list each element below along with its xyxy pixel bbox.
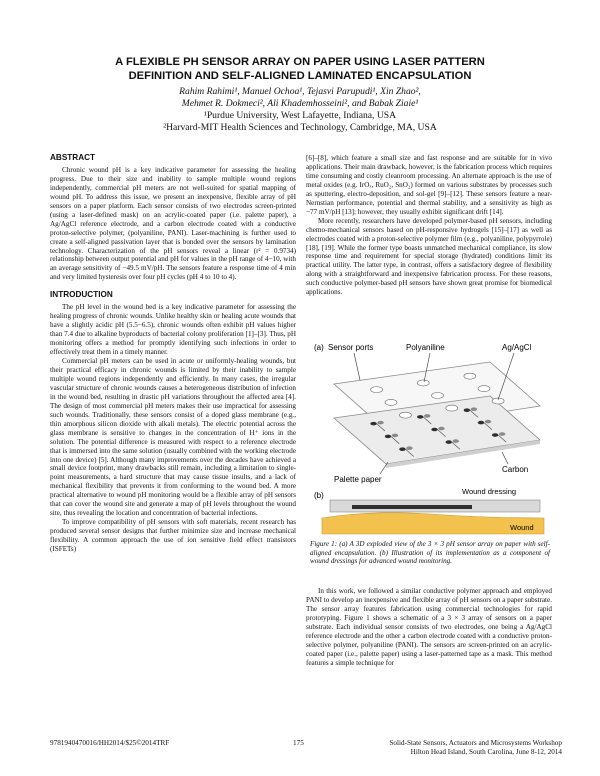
ag-agcl-electrode bbox=[377, 421, 383, 425]
figure-1 bbox=[312, 340, 548, 536]
sensor-port bbox=[478, 386, 490, 392]
carbon-electrode bbox=[492, 433, 498, 437]
figure-label-b: (b) bbox=[314, 491, 324, 500]
affiliation-1: ¹Purdue University, West Lafayette, Indiana, USA bbox=[203, 110, 397, 121]
ag-agcl-electrode bbox=[438, 427, 444, 431]
conference-line-1: Solid-State Sensors, Actuators and Microsystems Workshop bbox=[389, 739, 562, 747]
ag-agcl-electrode bbox=[471, 407, 477, 411]
carbon-electrode bbox=[399, 447, 405, 451]
abstract-text: Chronic wound pH is a key indicative parameter for assessing the healing progress. Due to their size and inability to sample multiple wound regions independently, commercial pH meters are not well-suited for spatial mapping of wound pH. To address this issue, we present an inexpensive, flexible array of pH sensors on a paper platform. Each sensor consists of two electrodes screen-printed (using a laser-defined mask) on an acrylic-coated paper (i.e. palette paper), a Ag/AgCl reference electrode, and a carbon electrode coated with a conductive proton-selective polymer, (polyaniline, PANI). Laser-machining is further used to create a self-aligned passivation layer that is bonded over the sensors by lamination technology. Characterization of the pH sensors reveal a linear (r² = 0.9734) relationship between output potential and pH for values in the pH range of 4−10, with an average sensitivity of −49.5 mV/pH. The sensors feature a response time of 4 min and very limited hysteresis over four pH cycles (pH 4 to 10 to 4). bbox=[50, 165, 296, 282]
right-column-top bbox=[306, 154, 552, 297]
footer-page-number: 175 bbox=[293, 739, 304, 747]
label-sensor-ports: Sensor ports bbox=[328, 343, 374, 352]
author-list bbox=[40, 86, 560, 109]
title-line-1: A FLEXIBLE PH SENSOR ARRAY ON PAPER USING LASER PATTERN bbox=[115, 56, 485, 68]
carbon-electrode bbox=[446, 440, 452, 444]
sensor-port bbox=[464, 373, 476, 379]
label-carbon: Carbon bbox=[502, 465, 529, 474]
ag-agcl-electrode bbox=[499, 432, 505, 436]
sensor-port bbox=[432, 393, 444, 399]
carbon-electrode bbox=[385, 435, 391, 439]
leader-sensor-ports bbox=[354, 353, 360, 380]
paper-title bbox=[40, 56, 560, 83]
ag-agcl-electrode bbox=[406, 446, 412, 450]
figure-1-caption: Figure 1: (a) A 3D exploded view of the 3 × 3 pH sensor array on paper with self-aligned encapsulation. (b) Illustration of its implementation as a component of wound dressings for advanced wound monitoring. bbox=[310, 540, 550, 566]
carbon-electrode bbox=[417, 415, 423, 419]
label-polyaniline: Polyaniline bbox=[406, 343, 445, 352]
carbon-electrode bbox=[478, 421, 484, 425]
carbon-electrode bbox=[370, 422, 376, 426]
authors-line-2: Mehmet R. Dokmeci², Ali Khademhosseini², and Babak Ziaie¹ bbox=[181, 97, 419, 109]
authors-line-1: Rahim Rahimi¹, Manuel Ochoa¹, Tejasvi Parupudi¹, Xin Zhao², bbox=[179, 86, 421, 97]
sensor-strip bbox=[352, 505, 472, 509]
introduction-heading: INTRODUCTION bbox=[50, 290, 113, 300]
intro-paragraph-1: The pH level in the wound bed is a key indicative parameter for assessing the healing progress of chronic wounds. Unlike healthy skin or healing acute wounds that have a slightly acidic pH (5.5−6.5), chronic wounds often exhibit pH values higher than 7.4 due to alkaline byproducts of bacterial colony proliferation [1]–[3]. Thus, pH monitoring offers a method for promptly identifying such infections in order to effectively treat them in a timely manner. bbox=[50, 303, 296, 357]
left-column bbox=[50, 154, 296, 554]
right-paragraph-2: More recently, researchers have developed polymer-based pH sensors, including chemo-mechanical sensors based on pH-responsive hydrogels [15]–[17] as well as electrodes coated with a proton-selective polymer film (e.g., polyaniline, polypyrrole) [18], [19]. While the former type boasts unmatched mechanical compliance, its slow response time and requirement for special storage (hydrated) conditions limit its practical utility. The latter type, in contrast, offers a satisfactory degree of flexibility along with a straightforward and inexpensive fabrication process. For these reasons, such conductive polymer-based pH sensors have shown great promise for biomedical applications. bbox=[306, 216, 552, 297]
ag-agcl-electrode bbox=[424, 414, 430, 418]
conference-line-2: Hilton Head Island, South Carolina, June 8-12, 2014 bbox=[410, 748, 562, 756]
sensor-port bbox=[417, 380, 429, 386]
intro-paragraph-3: To improve compatibility of pH sensors with soft materials, recent research has produced several sensor designs that further minimize size and increase mechanical flexibility. A common approach the use of ion sensitive field effect transistors (ISFETs) bbox=[50, 518, 296, 554]
title-line-2: DEFINITION AND SELF-ALIGNED LAMINATED ENCAPSULATION bbox=[128, 69, 472, 82]
sensor-port bbox=[446, 405, 458, 411]
label-wound-dressing: Wound dressing bbox=[462, 487, 517, 496]
leader-palette-paper bbox=[380, 462, 388, 474]
sensor-port bbox=[399, 412, 411, 418]
label-wound: Wound bbox=[510, 523, 534, 532]
ag-agcl-electrode bbox=[392, 434, 398, 438]
label-ag-agcl: Ag/AgCl bbox=[502, 343, 532, 352]
carbon-electrode bbox=[431, 428, 437, 432]
footer-conference bbox=[336, 739, 562, 757]
intro-paragraph-2: Commercial pH meters can be used in acute or uniformly-healing wounds, but their practical efficacy in chronic wounds is limited by their inability to sample multiple wound regions independently and efficiently. In many cases, the irregular vascular structure of chronic wounds causes a heterogeneous distribution of infection in the wound bed, resulting in drastic pH variations throughout the affected area [4]. The design of most commercial pH meters makes their use impractical for assessing such wounds. Traditionally, these sensors consist of a doped glass membrane (e.g., thin amorphous silicon dioxide with alkali metals). The electric potential across the glass membrane is sensitive to changes in the concentration of H⁺ ions in the solution. The potential difference is measured with respect to a reference electrode that is immersed into the same solution (usually combined with the working electrode into one device) [5]. Although many improvements over the decades have achieved a small device footprint, many drawbacks still remain, including a limitation to single-point measurements, a hard structure that may cause tissue insults, and a lack of mechanical flexibility that prevents it from conforming to the wound bed. A more practical alternative to wound pH monitoring would be a flexible array of pH sensors that can cover the wound site and generate a map of pH levels throughout the wound site, thus revealing the location and concentration of bacterial infections. bbox=[50, 357, 296, 518]
carbon-electrode bbox=[464, 408, 470, 412]
sensor-port bbox=[385, 399, 397, 405]
abstract-heading: ABSTRACT bbox=[50, 153, 96, 162]
ag-agcl-electrode bbox=[485, 420, 491, 424]
right-paragraph-3: In this work, we followed a similar conductive polymer approach and employed PANI to develop an inexpensive and flexible array of pH sensors on a paper substrate. The sensor array features fabrication using commercial technologies for rapid prototyping. Figure 1 shows a schematic of a 3 × 3 array of sensors on a paper substrate. Each individual sensor consists of two electrodes, one being a Ag/AgCl reference electrode and the other a carbon electrode coated with a conductive proton-selective polymer, polyaniline (PANI). The sensors are screen-printed on an acrylic-coated paper (i.e., palette paper) using a laser-patterned tape as a mask. This method features a simple technique for bbox=[306, 587, 552, 667]
right-column-bottom bbox=[306, 587, 552, 668]
figure-label-a: (a) bbox=[314, 343, 324, 352]
footer-isbn: 9781940470016/HH2014/$25©2014TRF bbox=[50, 739, 170, 747]
ag-agcl-electrode bbox=[453, 439, 459, 443]
leader-carbon bbox=[502, 452, 508, 464]
right-paragraph-1: [6]–[8], which feature a small size and fast response and are suitable for in vivo applications. Their main drawback, however, is the fabrication process which requires time consuming and costly cleanroom processing. An alternate approach is the use of metal oxides (e.g. IrOₓ, RuO₂, SnO₂) formed on various substrates by processes such as sputtering, electro-deposition, and sol-gel [9]–[12]. These sensors feature a near-Nernstian performance, potential and thermal stability, and a sensitivity as high as −77 mV/pH [13]; however, they usually exhibit significant drift [14]. bbox=[306, 154, 552, 216]
sensor-port bbox=[371, 387, 383, 393]
label-palette-paper: Palette paper bbox=[334, 475, 382, 484]
affiliation-2: ²Harvard-MIT Health Sciences and Technology, Cambridge, MA, USA bbox=[163, 122, 437, 133]
